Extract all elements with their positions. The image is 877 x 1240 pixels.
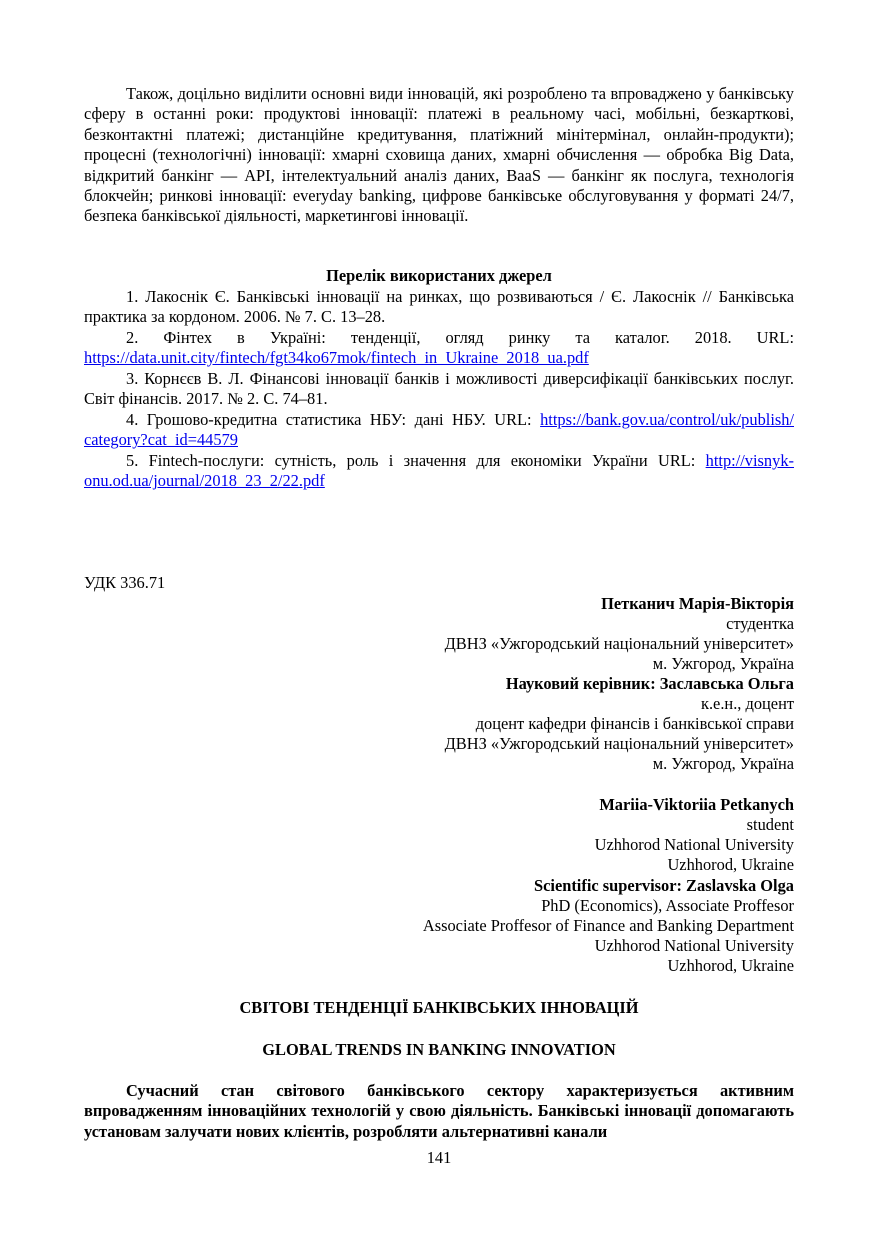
reference-item-4 (84, 410, 794, 451)
supervisor-institution: Uzhhorod National University (594, 936, 794, 955)
author-city: м. Ужгород, Україна (652, 654, 794, 673)
reference-text: 1. Лакоснік Є. Банківські інновації на ринках, що розвиваються / Є. Лакоснік // Банківська практика за кордоном. 2006. № 7. С. 13–28. (84, 287, 794, 327)
author-name: Петканич Марія-Вікторія (601, 594, 794, 613)
supervisor-city: м. Ужгород, Україна (652, 754, 794, 773)
reference-text: 2. Фінтех в Україні: тенденції, огляд ринку та каталог. 2018. URL: (126, 328, 794, 347)
reference-item-2 (84, 328, 794, 369)
author-role: студентка (726, 614, 794, 633)
supervisor-degree: PhD (Economics), Associate Proffesor (541, 896, 794, 915)
page-number: 141 (426, 1148, 452, 1167)
supervisor-institution: ДВНЗ «Ужгородський національний університет» (444, 734, 794, 753)
reference-text: 5. Fintech-послуги: сутність, роль і значення для економіки України URL: (126, 451, 696, 470)
author-name: Mariia-Viktoriia Petkanych (599, 795, 794, 814)
references-heading: Перелік використаних джерел (326, 266, 552, 285)
supervisor-position: Associate Proffesor of Finance and Banking Department (422, 916, 794, 935)
supervisor-degree: к.е.н., доцент (700, 694, 794, 713)
article-title-en: GLOBAL TRENDS IN BANKING INNOVATION (262, 1040, 616, 1059)
supervisor-name: Науковий керівник: Заславська Ольга (505, 674, 794, 693)
reference-item-5 (84, 451, 794, 492)
author-institution: ДВНЗ «Ужгородський національний університет» (444, 634, 794, 653)
reference-text: 3. Корнєєв В. Л. Фінансові інновації банків і можливості диверсифікації банківських послуг. Світ фінансів. 2017. № 2. С. 74–81. (84, 369, 794, 409)
supervisor-city: Uzhhorod, Ukraine (667, 956, 794, 975)
reference-link[interactable]: https://data.unit.city/fintech/fgt34ko67mok/fintech_in_Ukraine_2018_ua.pdf (84, 348, 589, 368)
intro-paragraph: Також, доцільно виділити основні види інновацій, які розроблено та впроваджено у банківську сферу в останні роки: продуктові інновації: платежі в реальному часі, мобільні, безкарткові, безконтактні платежі; дистанційне кредитування, платіжний мінітермінал, онлайн-продукти); процесні (технологічні) інновації: хмарні сховища даних, хмарні обчислення — обробка Big Data, відкритий банкінг — API, інтелектуальний аналіз даних, BaaS — банкінг як послуга, технологія блокчейн; ринкові інновації: everyday banking, цифрове банківське обслуговування у форматі 24/7, безпека банківської діяльності, маркетингові інновації. (84, 84, 794, 226)
abstract-paragraph: Сучасний стан світового банківського сектору характеризується активним впровадженням інноваційних технологій у свою діяльність. Банківські інновації допомагають установам залучати нових клієнтів, розробляти альтернативні канали (84, 1081, 794, 1141)
udk-code: УДК 336.71 (84, 573, 166, 592)
author-role: student (746, 815, 794, 834)
reference-link[interactable]: http://visnyk-onu.od.ua/journal/2018_23_2/22.pdf (84, 451, 794, 491)
supervisor-name: Scientific supervisor: Zaslavska Olga (534, 876, 794, 895)
author-city: Uzhhorod, Ukraine (667, 855, 794, 874)
reference-item-1 (84, 287, 794, 328)
reference-text: 4. Грошово-кредитна статистика НБУ: дані НБУ. URL: (126, 410, 532, 429)
reference-link[interactable]: https://bank.gov.ua/control/uk/publish/ category?cat_id=44579 (84, 410, 794, 450)
supervisor-position: доцент кафедри фінансів і банківської справи (475, 714, 794, 733)
author-institution: Uzhhorod National University (594, 835, 794, 854)
article-title-ua: СВІТОВІ ТЕНДЕНЦІЇ БАНКІВСЬКИХ ІННОВАЦІЙ (239, 998, 639, 1017)
reference-item-3 (84, 369, 794, 410)
